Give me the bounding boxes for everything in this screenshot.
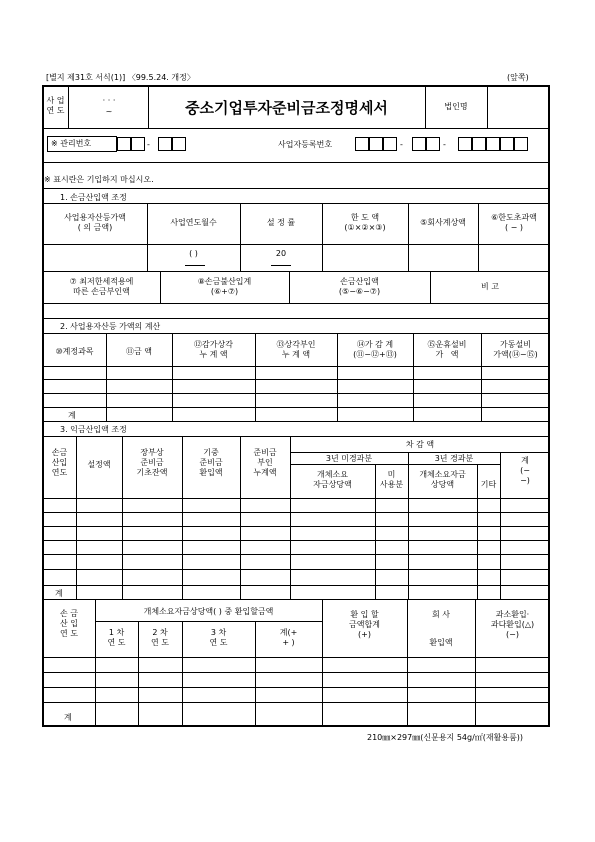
period-tilde: ~ — [105, 107, 113, 116]
s3-header-reversal: 기중 준비금 환입액 — [199, 448, 223, 477]
s3-header-unused: 미 사용분 — [379, 470, 404, 489]
s4-header-over-under: 과소환입· 과다환입(△) (−) — [490, 610, 535, 639]
s1-deductible-amount: 손금산입액 (⑤−⑥−⑦) — [338, 277, 381, 296]
s3-header-total: 계 (− −) — [520, 456, 530, 485]
s4-header-must-return: 환 입 할 금액합계 (+) — [349, 610, 380, 639]
s2-header-depr-denial: ⑬상각부인 누 계 액 — [276, 340, 316, 359]
section3-title: 3. 익금산입액 조정 — [60, 425, 127, 434]
title-divider — [42, 128, 550, 129]
s1-non-deductible-total: ⑧손금불산입계 (⑥+⑦) — [197, 277, 252, 296]
s3-header-unexpired: 3년 미경과분 — [325, 454, 373, 463]
s4-header-year1: 1 차 연 도 — [107, 628, 126, 647]
period-start-date: · · · — [102, 96, 116, 105]
s4-header-company-return: 환입액 — [429, 638, 453, 647]
fiscal-year-label: 사 업 연 도 — [46, 96, 65, 115]
s3-header-year: 손금 산입 연도 — [51, 448, 68, 477]
notice-text: ※ 표시란은 기입하지 마십시오. — [44, 175, 154, 184]
s1-header-months: 사업연도월수 — [170, 218, 217, 227]
s2-header-amount: ⑪금 액 — [126, 347, 152, 356]
management-number-label: ※ 관리번호 — [51, 139, 92, 148]
s1-header-company-amount: ⑤회사계상액 — [420, 218, 466, 227]
s4-header-sum: 계(+ + ) — [279, 628, 298, 647]
s4-header-year: 손 금 산 입 연 도 — [60, 609, 78, 638]
business-registration-label: 사업자등록번호 — [278, 140, 333, 149]
s4-header-year3: 3 차 연 도 — [209, 628, 228, 647]
s2-header-account: ⑩계정과목 — [55, 347, 94, 356]
s2-total-label: 계 — [68, 411, 76, 420]
s3-header-invest-equiv2: 개체소요자금 상당액 — [419, 470, 466, 489]
s3-header-set-amount: 설정액 — [87, 460, 111, 469]
s1-months-value: ( ) — [189, 249, 198, 258]
s1-header-asset-value: 사업용자산등가액 ( 의 금액) — [64, 213, 126, 232]
s1-min-tax-denial: ⑦ 최저한세적용에 따른 손금부인액 — [69, 277, 134, 296]
s3-header-denial-accum: 준비금 부인 누계액 — [253, 448, 277, 477]
s3-header-etc: 기타 — [480, 480, 497, 489]
page-side-label: (앞쪽) — [507, 73, 529, 82]
form-number: [별지 제31호 서식(1)] 〈99.5.24. 개정〉 — [46, 73, 195, 82]
s4-header-year2: 2 차 연 도 — [151, 628, 169, 647]
s1-header-limit: 한 도 액 (①×②×③) — [344, 213, 386, 232]
s1-rate-value: 20 — [275, 249, 287, 258]
s3-header-invest-equiv: 개체소요 자금상당액 — [313, 470, 352, 489]
section1-title: 1. 손금산입액 조정 — [60, 193, 127, 202]
s3-header-book-balance: 장부상 준비금 기초잔액 — [136, 448, 168, 477]
s1-header-excess: ⑥한도초과액 ( − ) — [491, 213, 537, 232]
s4-header-group: 개체소요자금상당액( ) 중 환입할금액 — [143, 607, 274, 616]
s4-total-label: 계 — [64, 713, 72, 722]
s2-header-operating: 가동설비 가액(⑭−⑮) — [493, 340, 538, 359]
s3-header-expired: 3년 경과분 — [434, 454, 474, 463]
s2-header-idle: ⑮운휴설비 가 액 — [427, 340, 467, 359]
s1-header-rate: 설 정 률 — [266, 218, 296, 227]
paper-spec: 210㎜×297㎜(신문용지 54g/㎡(재활용품)) — [367, 733, 524, 742]
s4-header-company: 회 사 — [432, 610, 450, 619]
s3-total-label: 계 — [55, 589, 63, 598]
s2-header-net: ⑭가 감 계 (⑪−⑫+⑬) — [353, 340, 397, 359]
s2-header-accum-depr: ⑫감가상각 누 계 액 — [194, 340, 233, 359]
section2-title: 2. 사업용자산등 가액의 계산 — [60, 322, 161, 331]
corp-name-label: 법인명 — [444, 102, 468, 111]
document-title: 중소기업투자준비금조정명세서 — [185, 99, 388, 117]
s1-remarks: 비 고 — [481, 282, 499, 291]
s3-header-deduct: 차 감 액 — [405, 440, 435, 449]
